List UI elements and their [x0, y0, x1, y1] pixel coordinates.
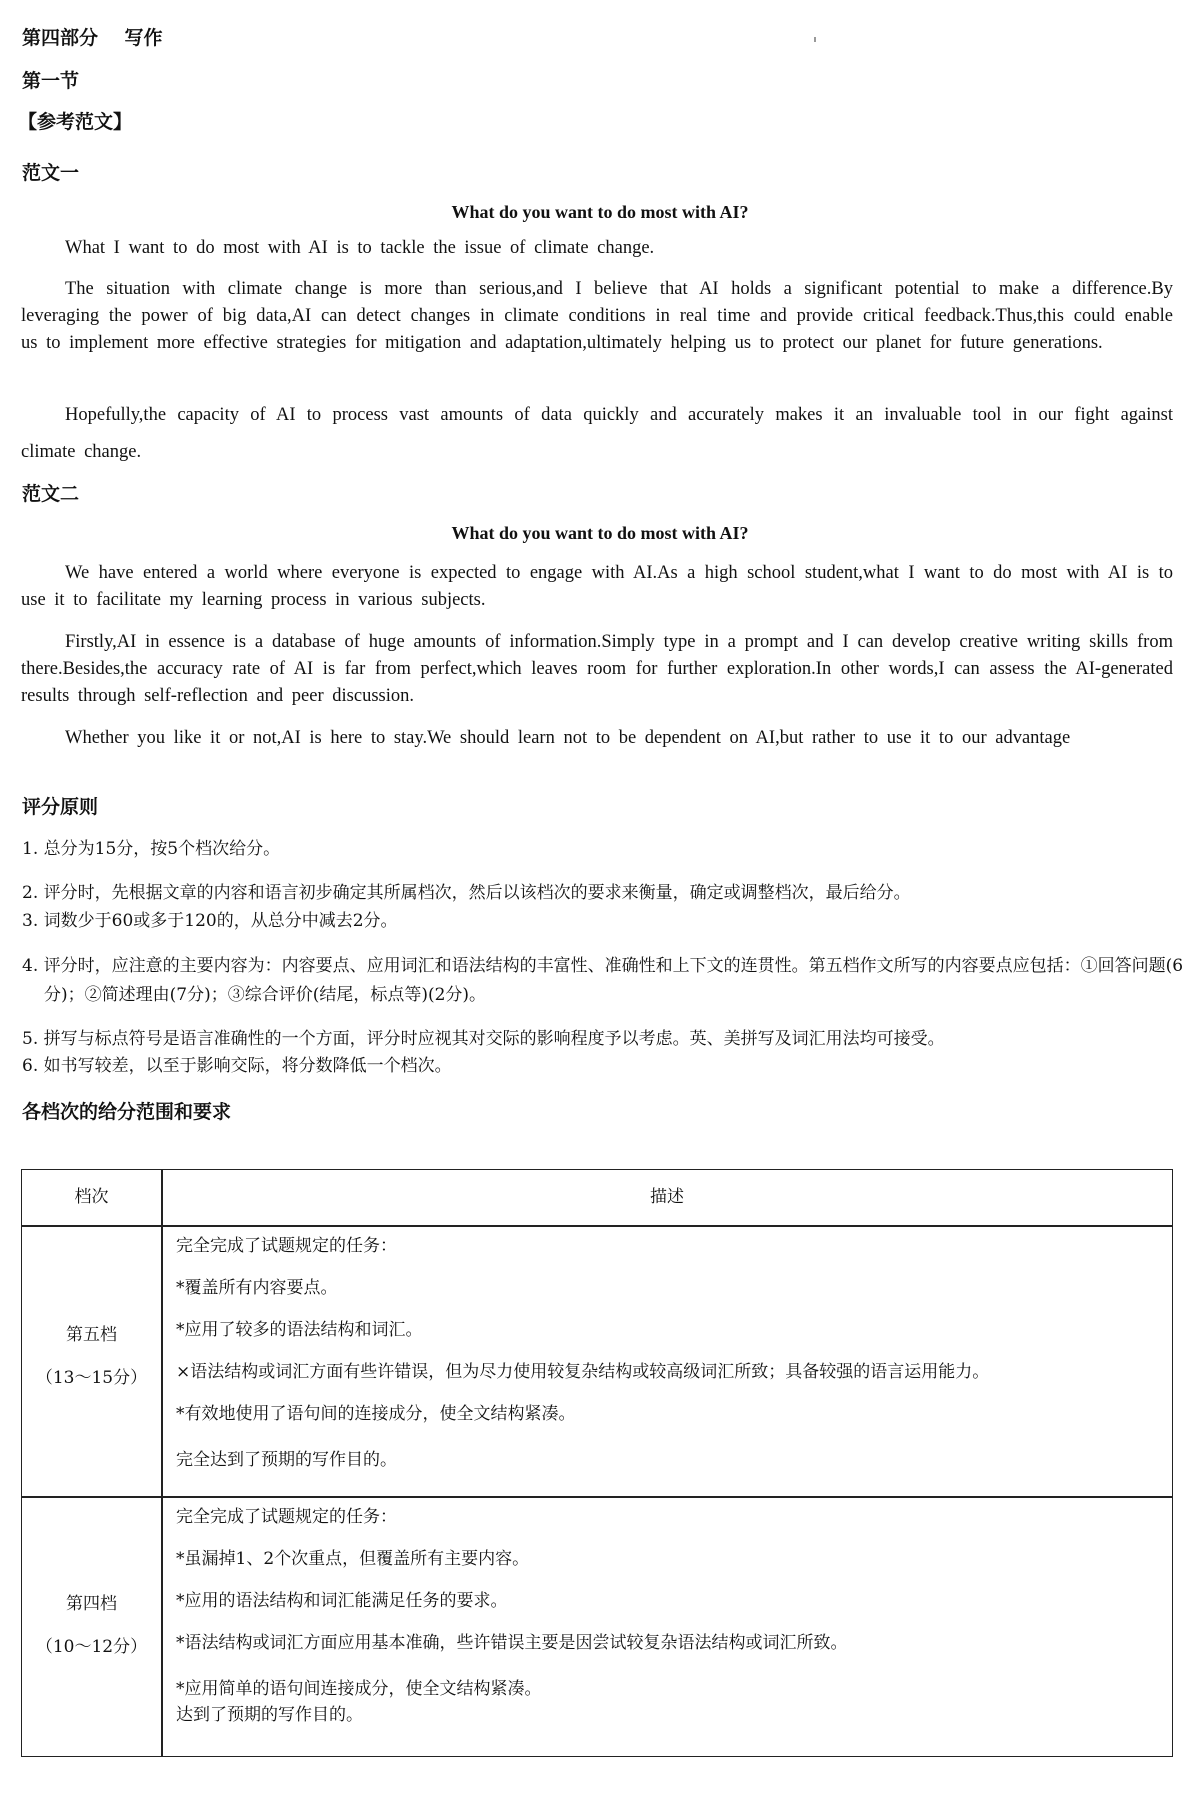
grade-five-name: 第五档 — [66, 1325, 117, 1345]
essay1-paragraph-3: Hopefully,the capacity of AI to process vast amounts of data quickly and accurately makes it an invaluable tool in our fight against climate change. — [21, 405, 1173, 462]
grade-five-line-2: *覆盖所有内容要点。 — [176, 1278, 338, 1298]
scoring-rule-5: 5. 拼写与标点符号是语言准确性的一个方面，评分时应视其对交际的影响程度予以考虑。英、美拼写及词汇用法均可接受。 — [22, 1029, 945, 1049]
grade-five-line-6: 完全达到了预期的写作目的。 — [176, 1450, 397, 1470]
grade-five-range: （13～15分） — [35, 1368, 148, 1388]
grade-four-line-1: 完全完成了试题规定的任务： — [176, 1507, 397, 1527]
scoring-label: 评分原则 — [22, 796, 99, 818]
grade-five-line-1: 完全完成了试题规定的任务： — [176, 1236, 397, 1256]
section-title: 第一节 — [22, 70, 80, 92]
grades-table-column-divider — [161, 1169, 163, 1757]
part-title: 第四部分 写作 — [22, 27, 163, 49]
grades-table-label: 各档次的给分范围和要求 — [22, 1101, 232, 1123]
essay1-label: 范文一 — [22, 162, 80, 184]
grade-five-line-5: *有效地使用了语句间的连接成分，使全文结构紧凑。 — [176, 1404, 576, 1424]
grade-four-range: （10～12分） — [35, 1637, 148, 1657]
grades-table-header-description: 描述 — [650, 1187, 684, 1207]
scan-mark — [814, 37, 816, 42]
scoring-rule-3: 3. 词数少于60或多于120的，从总分中减去2分。 — [22, 911, 398, 931]
essay2-paragraph-3: Whether you like it or not,AI is here to stay.We should learn not to be dependent on AI,but rather to use it to our advantage — [65, 728, 1071, 748]
grades-table-header-divider — [21, 1225, 1173, 1227]
grade-four-line-2: *虽漏掉1、2个次重点，但覆盖所有主要内容。 — [176, 1549, 530, 1569]
grade-four-name: 第四档 — [66, 1594, 117, 1614]
grade-five-line-3: *应用了较多的语法结构和词汇。 — [176, 1320, 423, 1340]
grade-four-line-6: 达到了预期的写作目的。 — [176, 1705, 363, 1725]
scoring-rule-4: 4. 评分时，应注意的主要内容为：内容要点、应用词汇和语法结构的丰富性、准确性和上下文的连贯性。第五档作文所写的内容要点应包括：①回答问题(6分)；②简述理由(7分)；③综合评价(结尾，标点等)(2分)。 — [22, 956, 1184, 1005]
grades-table-header-grade: 档次 — [74, 1187, 109, 1207]
reference-label: 【参考范文】 — [18, 111, 133, 133]
scoring-rule-2: 2. 评分时，先根据文章的内容和语言初步确定其所属档次，然后以该档次的要求来衡量，确定或调整档次，最后给分。 — [22, 883, 911, 903]
scoring-rule-6: 6. 如书写较差，以至于影响交际，将分数降低一个档次。 — [22, 1056, 452, 1076]
grade-four-line-4: *语法结构或词汇方面应用基本准确，些许错误主要是因尝试较复杂语法结构或词汇所致。 — [176, 1633, 848, 1653]
grade-four-line-5: *应用简单的语句间连接成分，使全文结构紧凑。 — [176, 1679, 542, 1699]
essay1-paragraph-2: The situation with climate change is more than serious,and I believe that AI holds a significant potential to make a difference.By leveraging the power of big data,AI can detect changes in climate conditions in real time and provide critical feedback.Thus,this could enable us to implement more effective strategies for mitigation and adaptation,ultimately helping us to protect our planet for future generations. — [21, 279, 1173, 353]
grades-table-row-divider — [21, 1496, 1173, 1498]
grade-five-line-4: ×语法结构或词汇方面有些许错误，但为尽力使用较复杂结构或较高级词汇所致；具备较强的语言运用能力。 — [176, 1362, 990, 1382]
essay2-paragraph-1: We have entered a world where everyone is expected to engage with AI.As a high school student,what I want to do most with AI is to use it to facilitate my learning process in various subjects. — [21, 563, 1173, 610]
grade-four-line-3: *应用的语法结构和词汇能满足任务的要求。 — [176, 1591, 508, 1611]
essay1-paragraph-1: What I want to do most with AI is to tackle the issue of climate change. — [65, 238, 655, 258]
essay1-title: What do you want to do most with AI? — [451, 202, 749, 222]
essay2-paragraph-2: Firstly,AI in essence is a database of huge amounts of information.Simply type in a prompt and I can develop creative writing skills from there.Besides,the accuracy rate of AI is far from perfect,which leaves room for further exploration.In other words,I can assess the AI-generated results through self-reflection and peer discussion. — [21, 632, 1173, 706]
essay2-label: 范文二 — [22, 483, 80, 505]
scoring-rule-1: 1. 总分为15分，按5个档次给分。 — [22, 839, 281, 859]
essay2-title: What do you want to do most with AI? — [451, 523, 749, 543]
